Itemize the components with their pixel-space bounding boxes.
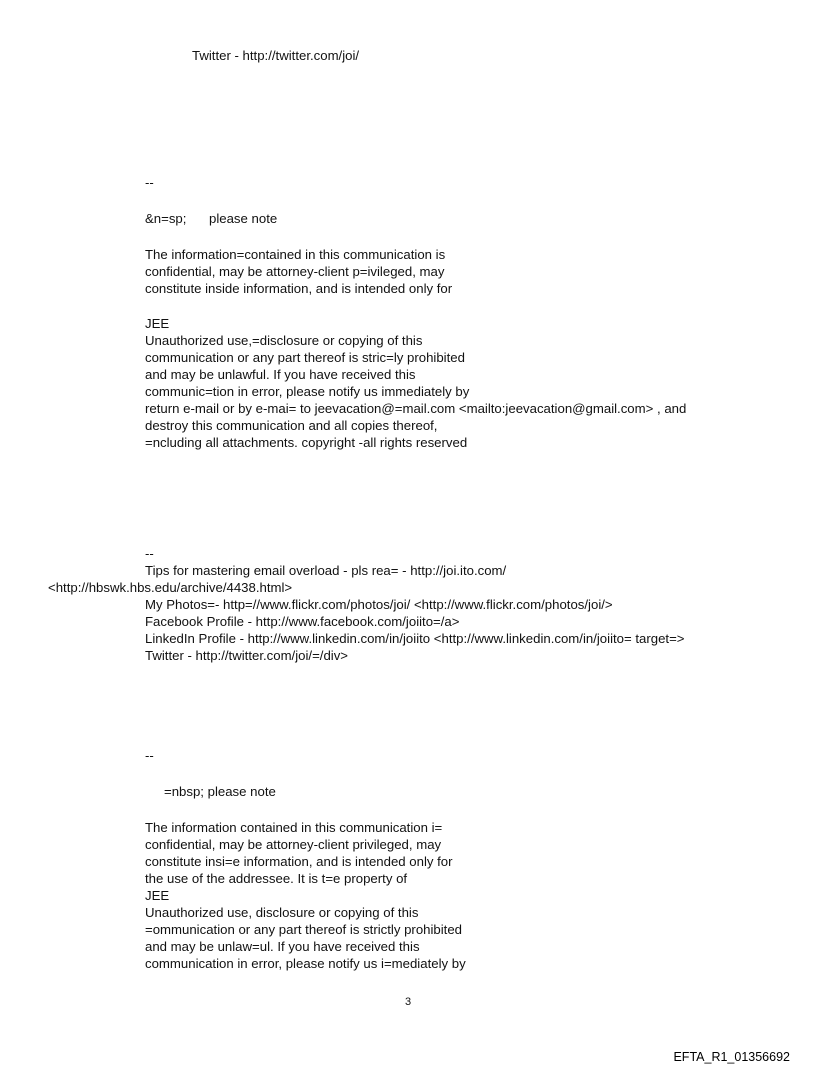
tips-line: Tips for mastering email overload - pls rea= - http://joi.ito.com/	[145, 563, 507, 578]
jee-label: JEE	[145, 888, 170, 903]
body-line: communication in error, please notify us i=mediately by	[145, 956, 466, 971]
facebook-line: Facebook Profile - http://www.facebook.com/joiito=/a>	[145, 614, 460, 629]
body-line: communication or any part thereof is stric=ly prohibited	[145, 350, 465, 365]
body-line: The information contained in this communication i=	[145, 820, 443, 835]
linkedin-line: LinkedIn Profile - http://www.linkedin.com/in/joiito <http://www.linkedin.com/in/joiito= target=>	[145, 631, 685, 646]
photos-line: My Photos=- http=//www.flickr.com/photos/joi/ <http://www.flickr.com/photos/joi/>	[145, 597, 613, 612]
please-note: =nbsp; please note	[164, 784, 276, 799]
body-line: Unauthorized use,=disclosure or copying of this	[145, 333, 423, 348]
body-line: destroy this communication and all copies thereof,	[145, 418, 438, 433]
jee-label: JEE	[145, 316, 170, 331]
twitter-line-top: Twitter - http://twitter.com/joi/	[192, 48, 360, 63]
body-line: =ncluding all attachments. copyright -all rights reserved	[145, 435, 468, 450]
hbs-link-line: <http://hbswk.hbs.edu/archive/4438.html>	[48, 580, 293, 595]
body-line: constitute inside information, and is intended only for	[145, 281, 453, 296]
separator: --	[145, 748, 154, 763]
body-line: confidential, may be attorney-client p=ivileged, may	[145, 264, 445, 279]
twitter-line: Twitter - http://twitter.com/joi/=/div>	[145, 648, 349, 663]
body-line: communic=tion in error, please notify us immediately by	[145, 384, 470, 399]
document-id-footer: EFTA_R1_01356692	[673, 1050, 790, 1064]
body-line: constitute insi=e information, and is intended only for	[145, 854, 453, 869]
nbsp-entity: &n=sp;	[145, 211, 187, 226]
separator: --	[145, 546, 154, 561]
body-line: the use of the addressee. It is t=e property of	[145, 871, 408, 886]
body-line: Unauthorized use, disclosure or copying of this	[145, 905, 419, 920]
body-line: and may be unlaw=ul. If you have received this	[145, 939, 420, 954]
separator: --	[145, 175, 154, 190]
body-line: return e-mail or by e-mai= to jeevacation@=mail.com <mailto:jeevacation@gmail.com> , and	[145, 401, 687, 416]
body-line: confidential, may be attorney-client privileged, may	[145, 837, 442, 852]
body-line: The information=contained in this communication is	[145, 247, 446, 262]
body-line: and may be unlawful. If you have received this	[145, 367, 416, 382]
body-line: =ommunication or any part thereof is strictly prohibited	[145, 922, 463, 937]
page-number: 3	[404, 996, 412, 1008]
please-note: please note	[209, 211, 278, 226]
